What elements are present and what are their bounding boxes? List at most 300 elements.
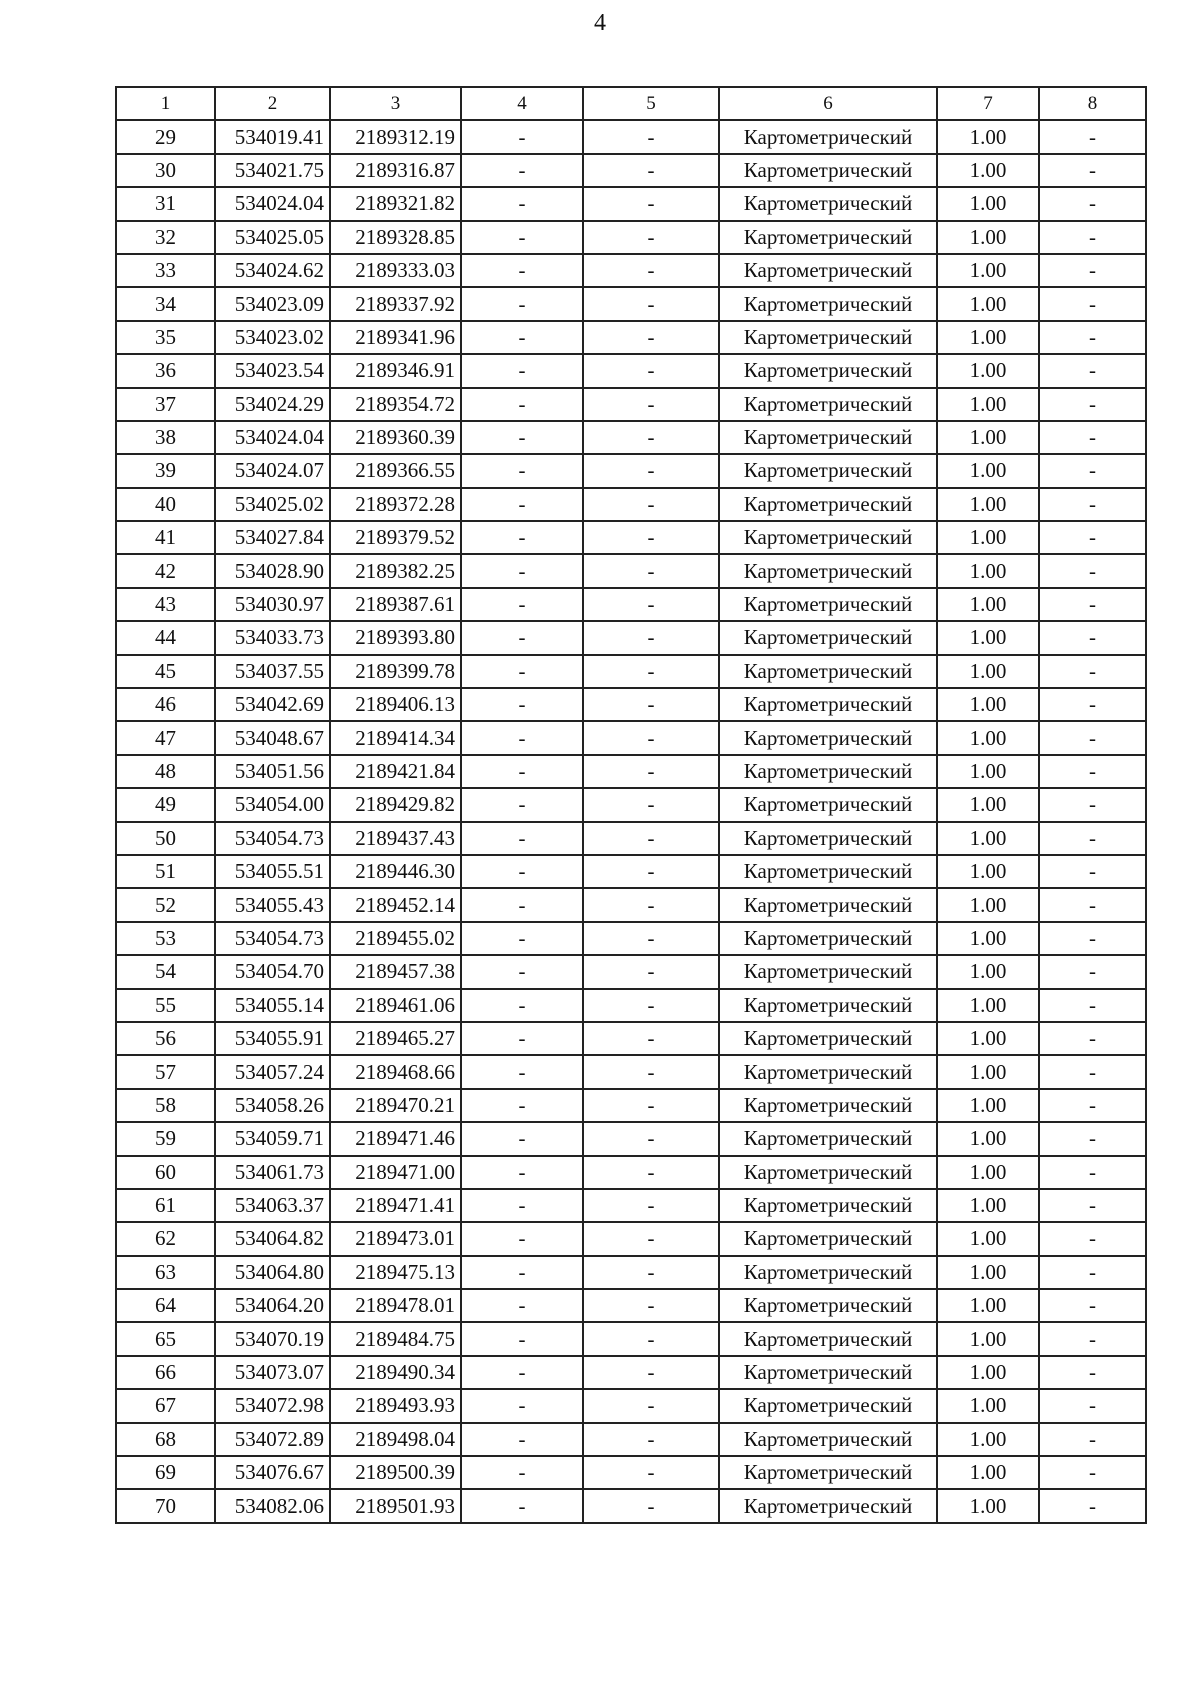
- cell-y-coordinate: 2189379.52: [330, 521, 461, 554]
- cell-method: Картометрический: [719, 287, 937, 320]
- cell-col-4: -: [461, 1489, 583, 1522]
- cell-y-coordinate: 2189387.61: [330, 588, 461, 621]
- cell-x-coordinate: 534054.00: [215, 788, 330, 821]
- table-row: [116, 655, 1146, 688]
- cell-col-8: -: [1039, 488, 1146, 521]
- cell-col-5: -: [583, 989, 719, 1022]
- cell-y-coordinate: 2189429.82: [330, 788, 461, 821]
- table-row: [116, 822, 1146, 855]
- cell-col-8: -: [1039, 721, 1146, 754]
- table-row: [116, 755, 1146, 788]
- cell-method: Картометрический: [719, 1256, 937, 1289]
- cell-x-coordinate: 534025.02: [215, 488, 330, 521]
- cell-point-number: 43: [116, 588, 215, 621]
- cell-col-5: -: [583, 354, 719, 387]
- cell-col-4: -: [461, 154, 583, 187]
- cell-accuracy: 1.00: [937, 955, 1039, 988]
- table-row: [116, 1423, 1146, 1456]
- table-row: [116, 1156, 1146, 1189]
- cell-method: Картометрический: [719, 588, 937, 621]
- cell-point-number: 29: [116, 120, 215, 153]
- cell-accuracy: 1.00: [937, 588, 1039, 621]
- cell-col-5: -: [583, 888, 719, 921]
- cell-col-4: -: [461, 1356, 583, 1389]
- cell-y-coordinate: 2189468.66: [330, 1055, 461, 1088]
- cell-col-4: -: [461, 755, 583, 788]
- cell-point-number: 32: [116, 221, 215, 254]
- table-row: [116, 388, 1146, 421]
- cell-col-4: -: [461, 120, 583, 153]
- cell-accuracy: 1.00: [937, 1089, 1039, 1122]
- cell-col-5: -: [583, 1489, 719, 1522]
- cell-col-5: -: [583, 1222, 719, 1255]
- table-row: [116, 1189, 1146, 1222]
- cell-col-5: -: [583, 388, 719, 421]
- cell-col-5: -: [583, 1256, 719, 1289]
- cell-point-number: 33: [116, 254, 215, 287]
- cell-method: Картометрический: [719, 521, 937, 554]
- cell-accuracy: 1.00: [937, 621, 1039, 654]
- cell-x-coordinate: 534055.14: [215, 989, 330, 1022]
- cell-method: Картометрический: [719, 554, 937, 587]
- cell-col-4: -: [461, 1256, 583, 1289]
- cell-col-4: -: [461, 1189, 583, 1222]
- cell-x-coordinate: 534059.71: [215, 1122, 330, 1155]
- cell-x-coordinate: 534024.04: [215, 421, 330, 454]
- cell-col-5: -: [583, 621, 719, 654]
- cell-col-5: -: [583, 1423, 719, 1456]
- cell-point-number: 62: [116, 1222, 215, 1255]
- cell-method: Картометрический: [719, 822, 937, 855]
- cell-col-4: -: [461, 1456, 583, 1489]
- cell-point-number: 59: [116, 1122, 215, 1155]
- cell-col-8: -: [1039, 1089, 1146, 1122]
- cell-col-4: -: [461, 354, 583, 387]
- cell-x-coordinate: 534024.62: [215, 254, 330, 287]
- cell-x-coordinate: 534023.02: [215, 321, 330, 354]
- cell-y-coordinate: 2189316.87: [330, 154, 461, 187]
- cell-accuracy: 1.00: [937, 154, 1039, 187]
- table-row: [116, 1022, 1146, 1055]
- cell-point-number: 61: [116, 1189, 215, 1222]
- cell-accuracy: 1.00: [937, 521, 1039, 554]
- cell-col-8: -: [1039, 655, 1146, 688]
- cell-method: Картометрический: [719, 888, 937, 921]
- cell-point-number: 37: [116, 388, 215, 421]
- cell-point-number: 30: [116, 154, 215, 187]
- cell-col-4: -: [461, 521, 583, 554]
- cell-col-8: -: [1039, 1156, 1146, 1189]
- table-row: [116, 588, 1146, 621]
- table-header-row: [116, 87, 1146, 120]
- cell-y-coordinate: 2189470.21: [330, 1089, 461, 1122]
- cell-col-4: -: [461, 888, 583, 921]
- cell-y-coordinate: 2189484.75: [330, 1322, 461, 1355]
- cell-y-coordinate: 2189333.03: [330, 254, 461, 287]
- cell-y-coordinate: 2189473.01: [330, 1222, 461, 1255]
- cell-col-5: -: [583, 1456, 719, 1489]
- cell-col-5: -: [583, 922, 719, 955]
- table-row: [116, 554, 1146, 587]
- table-row: [116, 421, 1146, 454]
- cell-col-4: -: [461, 588, 583, 621]
- cell-col-4: -: [461, 321, 583, 354]
- cell-point-number: 36: [116, 354, 215, 387]
- cell-y-coordinate: 2189490.34: [330, 1356, 461, 1389]
- cell-col-5: -: [583, 588, 719, 621]
- cell-accuracy: 1.00: [937, 1423, 1039, 1456]
- cell-col-5: -: [583, 254, 719, 287]
- cell-x-coordinate: 534048.67: [215, 721, 330, 754]
- cell-col-8: -: [1039, 221, 1146, 254]
- cell-col-4: -: [461, 1322, 583, 1355]
- cell-y-coordinate: 2189475.13: [330, 1256, 461, 1289]
- cell-y-coordinate: 2189501.93: [330, 1489, 461, 1522]
- cell-col-4: -: [461, 922, 583, 955]
- cell-x-coordinate: 534054.73: [215, 822, 330, 855]
- cell-col-5: -: [583, 187, 719, 220]
- cell-y-coordinate: 2189399.78: [330, 655, 461, 688]
- cell-col-4: -: [461, 1089, 583, 1122]
- cell-col-4: -: [461, 621, 583, 654]
- cell-col-5: -: [583, 1055, 719, 1088]
- cell-x-coordinate: 534054.73: [215, 922, 330, 955]
- cell-y-coordinate: 2189321.82: [330, 187, 461, 220]
- cell-x-coordinate: 534073.07: [215, 1356, 330, 1389]
- cell-y-coordinate: 2189500.39: [330, 1456, 461, 1489]
- cell-y-coordinate: 2189461.06: [330, 989, 461, 1022]
- cell-point-number: 55: [116, 989, 215, 1022]
- table-row: [116, 621, 1146, 654]
- cell-method: Картометрический: [719, 1022, 937, 1055]
- cell-col-4: -: [461, 989, 583, 1022]
- cell-accuracy: 1.00: [937, 120, 1039, 153]
- cell-point-number: 51: [116, 855, 215, 888]
- table-row: [116, 1055, 1146, 1088]
- cell-y-coordinate: 2189372.28: [330, 488, 461, 521]
- cell-method: Картометрический: [719, 1389, 937, 1422]
- table-body: [116, 87, 1146, 1523]
- cell-point-number: 70: [116, 1489, 215, 1522]
- cell-x-coordinate: 534072.89: [215, 1423, 330, 1456]
- cell-accuracy: 1.00: [937, 755, 1039, 788]
- cell-point-number: 39: [116, 454, 215, 487]
- cell-col-4: -: [461, 287, 583, 320]
- cell-accuracy: 1.00: [937, 1256, 1039, 1289]
- cell-method: Картометрический: [719, 855, 937, 888]
- cell-method: Картометрический: [719, 955, 937, 988]
- cell-point-number: 38: [116, 421, 215, 454]
- cell-col-5: -: [583, 1356, 719, 1389]
- cell-col-8: -: [1039, 755, 1146, 788]
- cell-y-coordinate: 2189493.93: [330, 1389, 461, 1422]
- table-row: [116, 321, 1146, 354]
- cell-method: Картометрический: [719, 721, 937, 754]
- column-header: 5: [583, 87, 719, 120]
- table-row: [116, 1222, 1146, 1255]
- cell-method: Картометрический: [719, 187, 937, 220]
- cell-x-coordinate: 534028.90: [215, 554, 330, 587]
- table-row: [116, 888, 1146, 921]
- cell-y-coordinate: 2189341.96: [330, 321, 461, 354]
- cell-point-number: 46: [116, 688, 215, 721]
- cell-x-coordinate: 534054.70: [215, 955, 330, 988]
- table-row: [116, 154, 1146, 187]
- cell-col-5: -: [583, 221, 719, 254]
- cell-col-8: -: [1039, 421, 1146, 454]
- table-row: [116, 354, 1146, 387]
- cell-col-4: -: [461, 1055, 583, 1088]
- cell-col-5: -: [583, 1122, 719, 1155]
- cell-col-4: -: [461, 688, 583, 721]
- cell-accuracy: 1.00: [937, 321, 1039, 354]
- cell-col-8: -: [1039, 1389, 1146, 1422]
- cell-col-5: -: [583, 688, 719, 721]
- cell-col-8: -: [1039, 1489, 1146, 1522]
- cell-accuracy: 1.00: [937, 554, 1039, 587]
- cell-x-coordinate: 534064.20: [215, 1289, 330, 1322]
- cell-method: Картометрический: [719, 1356, 937, 1389]
- cell-accuracy: 1.00: [937, 488, 1039, 521]
- cell-accuracy: 1.00: [937, 1489, 1039, 1522]
- cell-col-5: -: [583, 120, 719, 153]
- cell-method: Картометрический: [719, 655, 937, 688]
- cell-col-4: -: [461, 1423, 583, 1456]
- cell-col-8: -: [1039, 254, 1146, 287]
- cell-accuracy: 1.00: [937, 655, 1039, 688]
- cell-col-8: -: [1039, 388, 1146, 421]
- cell-col-5: -: [583, 822, 719, 855]
- cell-accuracy: 1.00: [937, 822, 1039, 855]
- cell-col-8: -: [1039, 354, 1146, 387]
- cell-x-coordinate: 534055.91: [215, 1022, 330, 1055]
- cell-col-5: -: [583, 955, 719, 988]
- table-row: [116, 454, 1146, 487]
- cell-col-5: -: [583, 1289, 719, 1322]
- cell-accuracy: 1.00: [937, 688, 1039, 721]
- cell-col-4: -: [461, 1222, 583, 1255]
- cell-col-5: -: [583, 1189, 719, 1222]
- table-row: [116, 721, 1146, 754]
- table-row: [116, 1289, 1146, 1322]
- cell-col-4: -: [461, 488, 583, 521]
- cell-y-coordinate: 2189478.01: [330, 1289, 461, 1322]
- table-row: [116, 1089, 1146, 1122]
- cell-col-5: -: [583, 755, 719, 788]
- cell-col-8: -: [1039, 321, 1146, 354]
- cell-method: Картометрический: [719, 688, 937, 721]
- table-row: [116, 254, 1146, 287]
- cell-accuracy: 1.00: [937, 454, 1039, 487]
- cell-col-8: -: [1039, 922, 1146, 955]
- table-row: [116, 1356, 1146, 1389]
- column-header: 6: [719, 87, 937, 120]
- cell-x-coordinate: 534064.80: [215, 1256, 330, 1289]
- cell-col-8: -: [1039, 1122, 1146, 1155]
- cell-x-coordinate: 534024.29: [215, 388, 330, 421]
- column-header: 2: [215, 87, 330, 120]
- cell-col-8: -: [1039, 154, 1146, 187]
- cell-x-coordinate: 534055.51: [215, 855, 330, 888]
- cell-accuracy: 1.00: [937, 254, 1039, 287]
- cell-col-5: -: [583, 321, 719, 354]
- cell-col-8: -: [1039, 554, 1146, 587]
- cell-x-coordinate: 534019.41: [215, 120, 330, 153]
- cell-accuracy: 1.00: [937, 221, 1039, 254]
- cell-method: Картометрический: [719, 1423, 937, 1456]
- cell-col-5: -: [583, 655, 719, 688]
- cell-method: Картометрический: [719, 621, 937, 654]
- cell-x-coordinate: 534051.56: [215, 755, 330, 788]
- cell-y-coordinate: 2189498.04: [330, 1423, 461, 1456]
- cell-col-5: -: [583, 454, 719, 487]
- cell-point-number: 40: [116, 488, 215, 521]
- cell-accuracy: 1.00: [937, 1022, 1039, 1055]
- cell-method: Картометрический: [719, 1489, 937, 1522]
- cell-accuracy: 1.00: [937, 1222, 1039, 1255]
- cell-accuracy: 1.00: [937, 788, 1039, 821]
- table-row: [116, 1322, 1146, 1355]
- cell-col-8: -: [1039, 1289, 1146, 1322]
- table-row: [116, 788, 1146, 821]
- cell-col-4: -: [461, 1122, 583, 1155]
- cell-y-coordinate: 2189354.72: [330, 388, 461, 421]
- cell-x-coordinate: 534030.97: [215, 588, 330, 621]
- cell-accuracy: 1.00: [937, 1389, 1039, 1422]
- cell-x-coordinate: 534033.73: [215, 621, 330, 654]
- cell-col-5: -: [583, 421, 719, 454]
- cell-point-number: 48: [116, 755, 215, 788]
- cell-col-4: -: [461, 221, 583, 254]
- cell-accuracy: 1.00: [937, 354, 1039, 387]
- table-row: [116, 955, 1146, 988]
- cell-method: Картометрический: [719, 1189, 937, 1222]
- cell-col-5: -: [583, 521, 719, 554]
- cell-y-coordinate: 2189346.91: [330, 354, 461, 387]
- table-row: [116, 1122, 1146, 1155]
- table-row: [116, 287, 1146, 320]
- cell-accuracy: 1.00: [937, 855, 1039, 888]
- cell-point-number: 45: [116, 655, 215, 688]
- cell-col-5: -: [583, 721, 719, 754]
- table-row: [116, 855, 1146, 888]
- cell-accuracy: 1.00: [937, 187, 1039, 220]
- cell-x-coordinate: 534064.82: [215, 1222, 330, 1255]
- cell-col-5: -: [583, 154, 719, 187]
- cell-col-8: -: [1039, 1022, 1146, 1055]
- column-header: 7: [937, 87, 1039, 120]
- cell-point-number: 64: [116, 1289, 215, 1322]
- cell-y-coordinate: 2189414.34: [330, 721, 461, 754]
- cell-x-coordinate: 534063.37: [215, 1189, 330, 1222]
- cell-col-8: -: [1039, 788, 1146, 821]
- cell-method: Картометрический: [719, 755, 937, 788]
- cell-col-8: -: [1039, 989, 1146, 1022]
- cell-method: Картометрический: [719, 922, 937, 955]
- table-row: [116, 1256, 1146, 1289]
- column-header: 3: [330, 87, 461, 120]
- cell-y-coordinate: 2189465.27: [330, 1022, 461, 1055]
- cell-col-8: -: [1039, 888, 1146, 921]
- cell-x-coordinate: 534061.73: [215, 1156, 330, 1189]
- cell-col-5: -: [583, 554, 719, 587]
- cell-accuracy: 1.00: [937, 421, 1039, 454]
- cell-accuracy: 1.00: [937, 1322, 1039, 1355]
- cell-col-4: -: [461, 822, 583, 855]
- cell-accuracy: 1.00: [937, 1122, 1039, 1155]
- table-row: [116, 488, 1146, 521]
- cell-point-number: 53: [116, 922, 215, 955]
- cell-accuracy: 1.00: [937, 1189, 1039, 1222]
- table-row: [116, 1489, 1146, 1522]
- cell-point-number: 67: [116, 1389, 215, 1422]
- cell-col-5: -: [583, 488, 719, 521]
- cell-method: Картометрический: [719, 154, 937, 187]
- cell-col-8: -: [1039, 1256, 1146, 1289]
- cell-y-coordinate: 2189446.30: [330, 855, 461, 888]
- cell-y-coordinate: 2189421.84: [330, 755, 461, 788]
- cell-accuracy: 1.00: [937, 1456, 1039, 1489]
- cell-col-4: -: [461, 1289, 583, 1322]
- table-row: [116, 521, 1146, 554]
- cell-method: Картометрический: [719, 388, 937, 421]
- cell-col-8: -: [1039, 1189, 1146, 1222]
- table-row: [116, 221, 1146, 254]
- cell-method: Картометрический: [719, 1089, 937, 1122]
- table-row: [116, 120, 1146, 153]
- cell-x-coordinate: 534023.54: [215, 354, 330, 387]
- cell-method: Картометрический: [719, 354, 937, 387]
- table-row: [116, 922, 1146, 955]
- cell-x-coordinate: 534070.19: [215, 1322, 330, 1355]
- cell-method: Картометрический: [719, 788, 937, 821]
- cell-x-coordinate: 534025.05: [215, 221, 330, 254]
- cell-col-4: -: [461, 955, 583, 988]
- cell-point-number: 44: [116, 621, 215, 654]
- cell-col-8: -: [1039, 287, 1146, 320]
- cell-point-number: 52: [116, 888, 215, 921]
- cell-point-number: 66: [116, 1356, 215, 1389]
- cell-y-coordinate: 2189457.38: [330, 955, 461, 988]
- cell-y-coordinate: 2189328.85: [330, 221, 461, 254]
- cell-method: Картометрический: [719, 1055, 937, 1088]
- cell-point-number: 49: [116, 788, 215, 821]
- cell-x-coordinate: 534024.07: [215, 454, 330, 487]
- cell-method: Картометрический: [719, 254, 937, 287]
- cell-accuracy: 1.00: [937, 721, 1039, 754]
- cell-col-4: -: [461, 1156, 583, 1189]
- table-row: [116, 989, 1146, 1022]
- column-header: 1: [116, 87, 215, 120]
- cell-col-4: -: [461, 655, 583, 688]
- cell-method: Картометрический: [719, 221, 937, 254]
- cell-accuracy: 1.00: [937, 1289, 1039, 1322]
- cell-point-number: 41: [116, 521, 215, 554]
- cell-method: Картометрический: [719, 321, 937, 354]
- cell-col-8: -: [1039, 187, 1146, 220]
- column-header: 8: [1039, 87, 1146, 120]
- cell-method: Картометрический: [719, 1156, 937, 1189]
- cell-method: Картометрический: [719, 1289, 937, 1322]
- cell-x-coordinate: 534042.69: [215, 688, 330, 721]
- cell-method: Картометрический: [719, 1222, 937, 1255]
- table-row: [116, 187, 1146, 220]
- cell-y-coordinate: 2189452.14: [330, 888, 461, 921]
- column-header: 4: [461, 87, 583, 120]
- cell-col-8: -: [1039, 1322, 1146, 1355]
- cell-point-number: 54: [116, 955, 215, 988]
- cell-col-8: -: [1039, 521, 1146, 554]
